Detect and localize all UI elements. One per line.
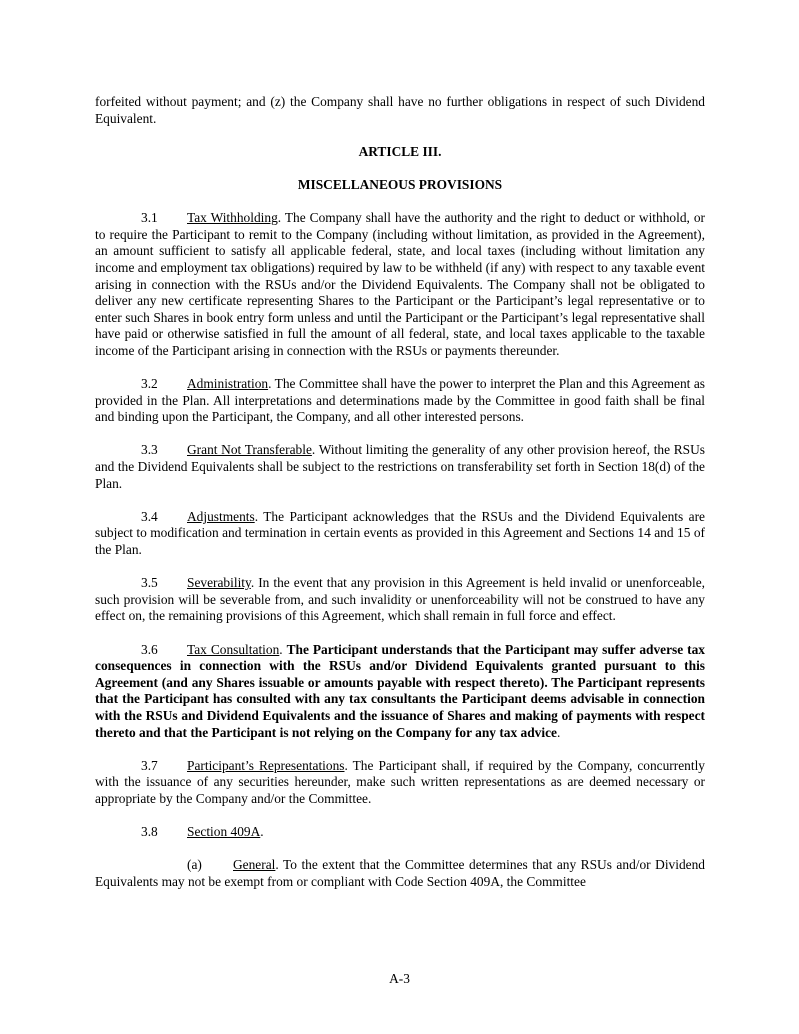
intro-paragraph: forfeited without payment; and (z) the Company shall have no further obligations in respect of such Dividend Equivalent. (95, 94, 705, 126)
section-3-8 (95, 824, 705, 841)
section-title: Grant Not Transferable (187, 442, 312, 458)
section-text: . Without limiting the generality of any other provision hereof, the RSUs and the Dividend Equivalents shall be subject to the restrictions on transferability set forth in Section 18(d) of the Plan. (95, 442, 705, 491)
subsection-text: . To the extent that the Committee determines that any RSUs and/or Dividend Equivalents may not be exempt from or compliant with Code Section 409A, the Committee (95, 857, 705, 889)
section-bold-text: The Participant understands that the Participant may suffer adverse tax consequences in connection with the RSUs and/or Dividend Equivalents granted pursuant to this Agreement (and any Shares issuable or amounts payable with respect thereto). The Participant represents that the Participant has consulted with any tax consultants the Participant deems advisable in connection with the RSUs and Dividend Equivalents and the issuance of Shares and making of payments with respect thereto and that the Participant is not relying on the Company for any tax advice (95, 641, 705, 740)
section-heading: MISCELLANEOUS PROVISIONS (297, 176, 503, 192)
subsection-number: (a) (187, 857, 202, 873)
section-tail: . (556, 724, 561, 740)
section-title: Administration (187, 376, 269, 392)
section-text: . The Participant acknowledges that the RSUs and the Dividend Equivalents are subject to modification and termination in certain events as provided in this Agreement and Sections 14 and 15 of the Plan. (95, 508, 705, 558)
section-number: 3.5 (141, 575, 158, 591)
page-number: A-3 (389, 971, 410, 986)
section-text: . In the event that any provision in this Agreement is held invalid or unenforceable, such provision will be severable from, and such invalidity or unenforceability will not be construed to have any effect on, the remaining provisions of this Agreement, which shall remain in full force and effect. (95, 575, 705, 624)
section-number: 3.6 (141, 641, 158, 657)
section-3-2 (95, 376, 705, 426)
section-title: Participant’s Representations (187, 757, 345, 773)
document-body (95, 94, 705, 891)
subsection-title: General (233, 857, 276, 873)
section-title: Adjustments (187, 508, 255, 524)
section-text: . The Participant shall, if required by the Company, concurrently with the issuance of any securities hereunder, make such written representations as are deemed necessary or appropriate by the Company and/or the Committee. (95, 757, 705, 806)
section-title: Tax Consultation (187, 641, 280, 657)
section-3-7 (95, 758, 705, 808)
section-3-1 (95, 210, 705, 359)
section-title: Tax Withholding (187, 210, 278, 226)
section-title: Section 409A (187, 824, 261, 840)
section-number: 3.2 (141, 376, 158, 392)
section-number: 3.8 (141, 824, 158, 840)
section-number: 3.7 (141, 757, 158, 773)
section-3-5 (95, 575, 705, 625)
article-heading: ARTICLE III. (358, 143, 442, 159)
section-text: . (260, 824, 264, 840)
section-lead: . (279, 641, 287, 657)
section-number: 3.1 (141, 210, 158, 226)
section-3-4 (95, 509, 705, 559)
section-number: 3.4 (141, 508, 158, 524)
section-3-6 (95, 642, 705, 742)
section-number: 3.3 (141, 442, 158, 458)
section-text: . The Committee shall have the power to interpret the Plan and this Agreement as provided in the Plan. All interpretations and determinations made by the Committee in good faith shall be final and binding upon the Participant, the Company, and all other interested persons. (95, 376, 705, 425)
section-title: Severability (187, 575, 251, 591)
section-text: . The Company shall have the authority and the right to deduct or withhold, or to require the Participant to remit to the Company (including without limitation, as provided in the Agreement), an amount sufficient to satisfy all applicable federal, state, and local taxes (including without limitation any income and employment tax obligations) required by law to be withheld (if any) with respect to any taxable event arising in connection with the RSUs and/or the Dividend Equivalents. The Company shall not be obligated to deliver any new certificate representing Shares to the Participant or the Participant’s legal representative or to enter such Shares in book entry form unless and until the Participant or the Participant’s legal representative shall have paid or otherwise satisfied in full the amount of all federal, state, and local taxes applicable to the taxable income of the Participant arising in connection with the RSUs or payments thereunder. (95, 210, 705, 358)
section-3-3 (95, 442, 705, 492)
section-3-8-a (95, 857, 705, 890)
